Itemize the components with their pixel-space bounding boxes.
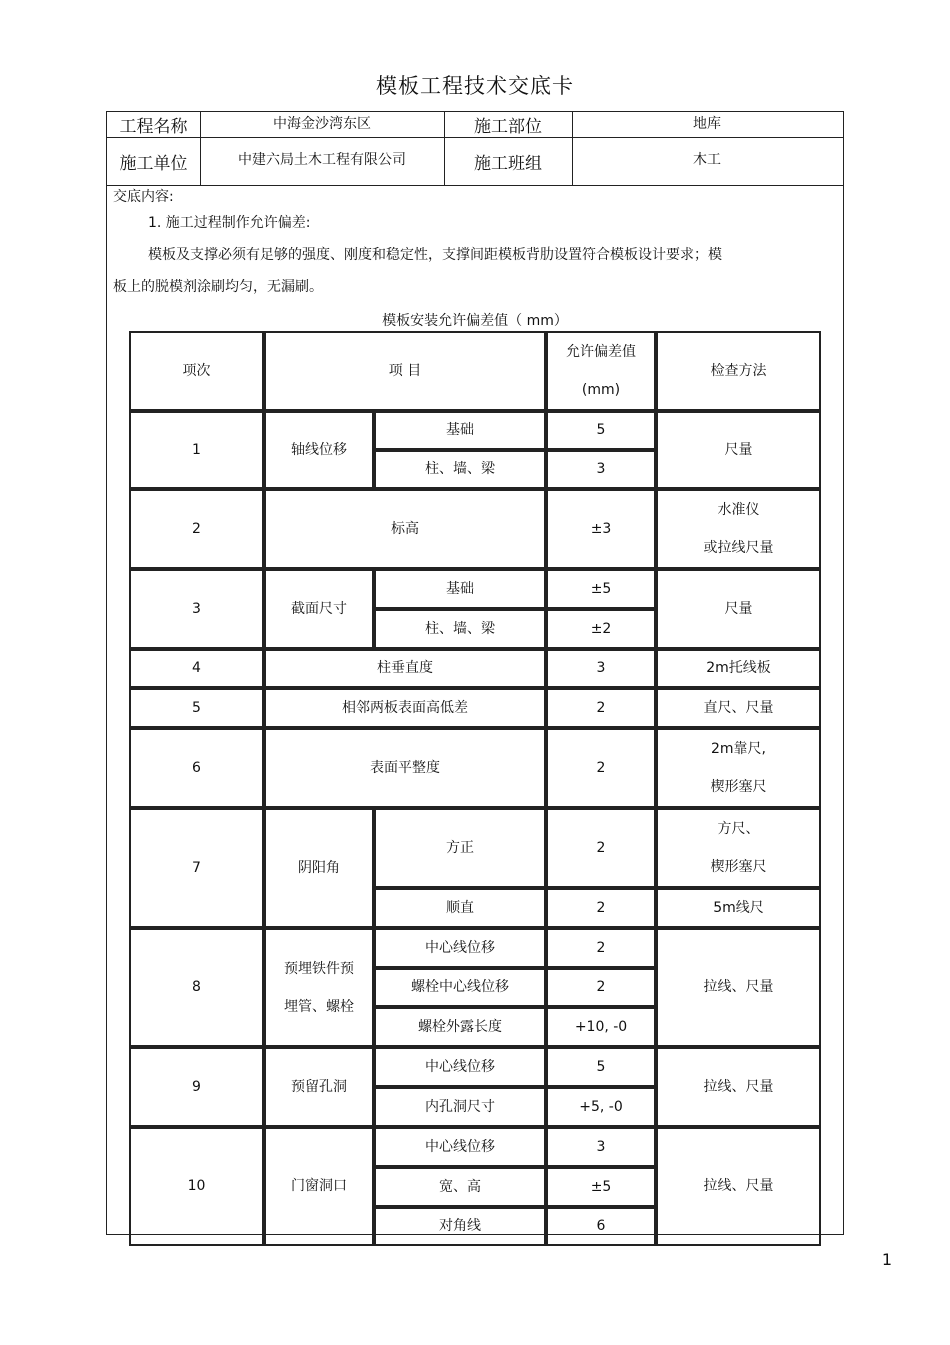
tolerance-table [129, 331, 821, 1246]
team-label: 施工班组 [474, 153, 542, 174]
row-no: 3 [129, 569, 264, 649]
row-no: 2 [129, 489, 264, 569]
col-header-item: 项 目 [264, 331, 546, 411]
row-method [656, 728, 821, 808]
row-item: 标高 [264, 489, 546, 569]
row-method: 2m托线板 [656, 649, 821, 688]
row-value: 2 [546, 808, 656, 888]
row-subitem: 柱、墙、梁 [374, 450, 546, 489]
table-row [129, 1047, 821, 1087]
row-value: ±3 [546, 489, 656, 569]
row-item: 门窗洞口 [264, 1127, 374, 1246]
row-subitem: 对角线 [374, 1207, 546, 1246]
team-value: 木工 [693, 152, 721, 168]
row-subitem: 柱、墙、梁 [374, 609, 546, 649]
row-subitem: 顺直 [374, 888, 546, 928]
content-paragraph-line-1: 模板及支撑必须有足够的强度、刚度和稳定性，支撑间距模板背肋设置符合模板设计要求；模 [148, 247, 722, 263]
project-name-value: 中海金沙湾东区 [273, 116, 371, 132]
row-method-line-1: 水准仪 [717, 502, 760, 518]
content-paragraph-line-2: 板上的脱模剂涂刷均匀，无漏刷。 [113, 279, 323, 295]
row-subitem: 基础 [374, 569, 546, 609]
row-method-line-2: 或拉线尺量 [703, 540, 774, 556]
row-method: 尺量 [656, 411, 821, 489]
row-subitem: 基础 [374, 411, 546, 450]
unit-label: 施工单位 [119, 153, 188, 174]
row-value: 2 [546, 688, 656, 728]
row-method: 拉线、尺量 [656, 928, 821, 1047]
row-subitem: 中心线位移 [374, 1127, 546, 1167]
header-divider [107, 185, 843, 186]
row-value: 3 [546, 649, 656, 688]
col-header-no: 项次 [129, 331, 264, 411]
row-no: 1 [129, 411, 264, 489]
row-value: +10, -0 [546, 1007, 656, 1047]
table-caption: 模板安装允许偏差值（ mm） [382, 313, 568, 329]
row-method [656, 489, 821, 569]
row-value: 3 [546, 1127, 656, 1167]
row-no: 9 [129, 1047, 264, 1127]
row-item-line-1: 预埋铁件预 [284, 960, 354, 977]
row-no: 7 [129, 808, 264, 928]
row-value: 3 [546, 450, 656, 489]
row-method [656, 808, 821, 888]
content-heading: 交底内容: [113, 189, 174, 205]
row-value: 5 [546, 411, 656, 450]
row-subitem: 方正 [374, 808, 546, 888]
row-method: 直尺、尺量 [656, 688, 821, 728]
row-method: 拉线、尺量 [656, 1127, 821, 1246]
table-row [129, 808, 821, 888]
row-method-line-1: 2m靠尺, [711, 741, 767, 757]
row-item: 轴线位移 [264, 411, 374, 489]
row-item: 阴阳角 [264, 808, 374, 928]
row-method: 尺量 [656, 569, 821, 649]
row-method-line-1: 方尺、 [717, 821, 760, 837]
row-value: 2 [546, 928, 656, 968]
row-value: 2 [546, 888, 656, 928]
row-no: 4 [129, 649, 264, 688]
row-method: 拉线、尺量 [656, 1047, 821, 1127]
col-header-tolerance [546, 331, 656, 411]
row-item: 预留孔洞 [264, 1047, 374, 1127]
row-no: 5 [129, 688, 264, 728]
col-header-method: 检查方法 [656, 331, 821, 411]
row-subitem: 宽、高 [374, 1167, 546, 1207]
location-value: 地库 [693, 116, 721, 132]
row-value: +5, -0 [546, 1087, 656, 1127]
table-row [129, 411, 821, 450]
table-row [129, 489, 821, 569]
col-header-tolerance-line-1: 允许偏差值 [566, 344, 637, 360]
row-subitem: 中心线位移 [374, 928, 546, 968]
row-value: ±5 [546, 569, 656, 609]
unit-value: 中建六局土木工程有限公司 [238, 152, 406, 168]
table-header-row [129, 331, 821, 411]
row-item: 截面尺寸 [264, 569, 374, 649]
location-label: 施工部位 [474, 117, 542, 137]
row-no: 8 [129, 928, 264, 1047]
document-title: 模板工程技术交底卡 [376, 74, 574, 98]
col-header-tolerance-line-2: (mm) [581, 382, 621, 398]
row-item: 柱垂直度 [264, 649, 546, 688]
row-item: 相邻两板表面高低差 [264, 688, 546, 728]
row-method: 5m线尺 [656, 888, 821, 928]
page-number: 1 [881, 1250, 892, 1269]
row-method-line-2: 楔形塞尺 [710, 779, 767, 795]
row-value: 2 [546, 728, 656, 808]
content-item-1: 1. 施工过程制作允许偏差: [148, 215, 311, 231]
table-row [129, 688, 821, 728]
table-row [129, 928, 821, 968]
row-subitem: 螺栓中心线位移 [374, 968, 546, 1007]
row-subitem: 中心线位移 [374, 1047, 546, 1087]
project-name-label: 工程名称 [119, 117, 188, 137]
row-value: 2 [546, 968, 656, 1007]
row-value: ±5 [546, 1167, 656, 1207]
row-item: 表面平整度 [264, 728, 546, 808]
row-method-line-2: 楔形塞尺 [710, 859, 767, 875]
row-item [264, 928, 374, 1047]
row-no: 6 [129, 728, 264, 808]
row-value: 6 [546, 1207, 656, 1246]
row-value: 5 [546, 1047, 656, 1087]
table-row [129, 649, 821, 688]
table-row [129, 1127, 821, 1167]
table-row [129, 728, 821, 808]
row-subitem: 螺栓外露长度 [374, 1007, 546, 1047]
row-no: 10 [129, 1127, 264, 1246]
row-item-line-2: 埋管、螺栓 [284, 998, 354, 1015]
row-subitem: 内孔洞尺寸 [374, 1087, 546, 1127]
row-value: ±2 [546, 609, 656, 649]
table-row [129, 569, 821, 609]
